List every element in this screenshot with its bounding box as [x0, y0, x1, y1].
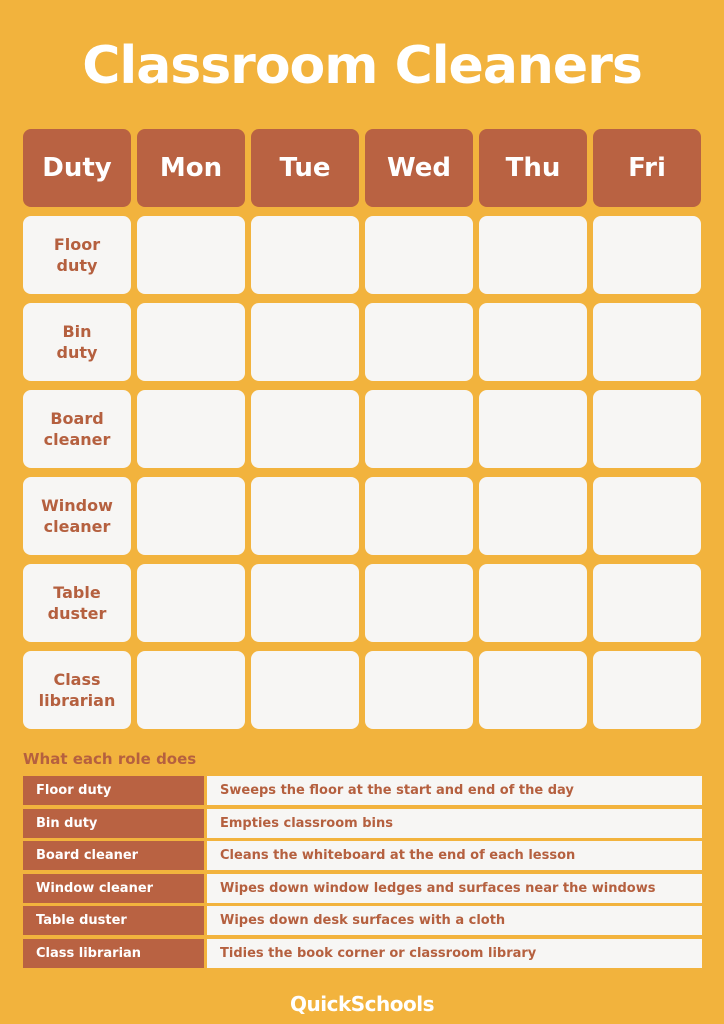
role-row: [23, 776, 702, 805]
role-description: Sweeps the floor at the start and end of the day: [207, 776, 702, 805]
header-duty: Duty: [23, 129, 131, 207]
roster-cell[interactable]: [137, 564, 245, 642]
roster-cell[interactable]: [137, 216, 245, 294]
header-wed: Wed: [365, 129, 473, 207]
roster-cell[interactable]: [251, 477, 359, 555]
role-row: [23, 809, 702, 838]
duty-roster-grid: [23, 129, 701, 729]
header-fri: Fri: [593, 129, 701, 207]
roster-cell[interactable]: [365, 651, 473, 729]
roster-cell[interactable]: [479, 564, 587, 642]
roster-cell[interactable]: [251, 390, 359, 468]
role-name: Window cleaner: [23, 874, 204, 903]
roster-cell[interactable]: [593, 390, 701, 468]
roster-cell[interactable]: [137, 651, 245, 729]
header-mon: Mon: [137, 129, 245, 207]
roster-cell[interactable]: [137, 477, 245, 555]
role-row: [23, 939, 702, 968]
roster-cell[interactable]: [365, 564, 473, 642]
roster-cell[interactable]: [479, 651, 587, 729]
duty-label-table: Table duster: [23, 564, 131, 642]
role-name: Bin duty: [23, 809, 204, 838]
role-row: [23, 906, 702, 935]
roster-cell[interactable]: [251, 303, 359, 381]
role-row: [23, 874, 702, 903]
role-description: Tidies the book corner or classroom library: [207, 939, 702, 968]
role-name: Table duster: [23, 906, 204, 935]
roster-cell[interactable]: [479, 477, 587, 555]
roster-cell[interactable]: [137, 303, 245, 381]
role-row: [23, 841, 702, 870]
role-name: Floor duty: [23, 776, 204, 805]
duty-label-window: Window cleaner: [23, 477, 131, 555]
duty-label-floor: Floor duty: [23, 216, 131, 294]
roster-cell[interactable]: [593, 651, 701, 729]
role-name: Class librarian: [23, 939, 204, 968]
roster-cell[interactable]: [593, 564, 701, 642]
role-description: Wipes down window ledges and surfaces near the windows: [207, 874, 702, 903]
role-description: Wipes down desk surfaces with a cloth: [207, 906, 702, 935]
page-title: Classroom Cleaners: [82, 36, 642, 96]
duty-label-bin: Bin duty: [23, 303, 131, 381]
duty-label-board: Board cleaner: [23, 390, 131, 468]
roster-cell[interactable]: [593, 477, 701, 555]
role-name: Board cleaner: [23, 841, 204, 870]
roster-cell[interactable]: [365, 303, 473, 381]
duty-label-librarian: Class librarian: [23, 651, 131, 729]
header-thu: Thu: [479, 129, 587, 207]
brand-logo: QuickSchools: [290, 992, 434, 1016]
roles-table: [23, 776, 702, 971]
roster-cell[interactable]: [593, 216, 701, 294]
roster-cell[interactable]: [251, 651, 359, 729]
roster-cell[interactable]: [479, 303, 587, 381]
roster-cell[interactable]: [593, 303, 701, 381]
role-description: Empties classroom bins: [207, 809, 702, 838]
role-description: Cleans the whiteboard at the end of each lesson: [207, 841, 702, 870]
roster-cell[interactable]: [365, 216, 473, 294]
roster-cell[interactable]: [137, 390, 245, 468]
roster-cell[interactable]: [479, 216, 587, 294]
roster-cell[interactable]: [479, 390, 587, 468]
header-tue: Tue: [251, 129, 359, 207]
roster-cell[interactable]: [365, 390, 473, 468]
roster-cell[interactable]: [251, 216, 359, 294]
roster-cell[interactable]: [365, 477, 473, 555]
roles-heading: What each role does: [23, 750, 197, 768]
roster-cell[interactable]: [251, 564, 359, 642]
